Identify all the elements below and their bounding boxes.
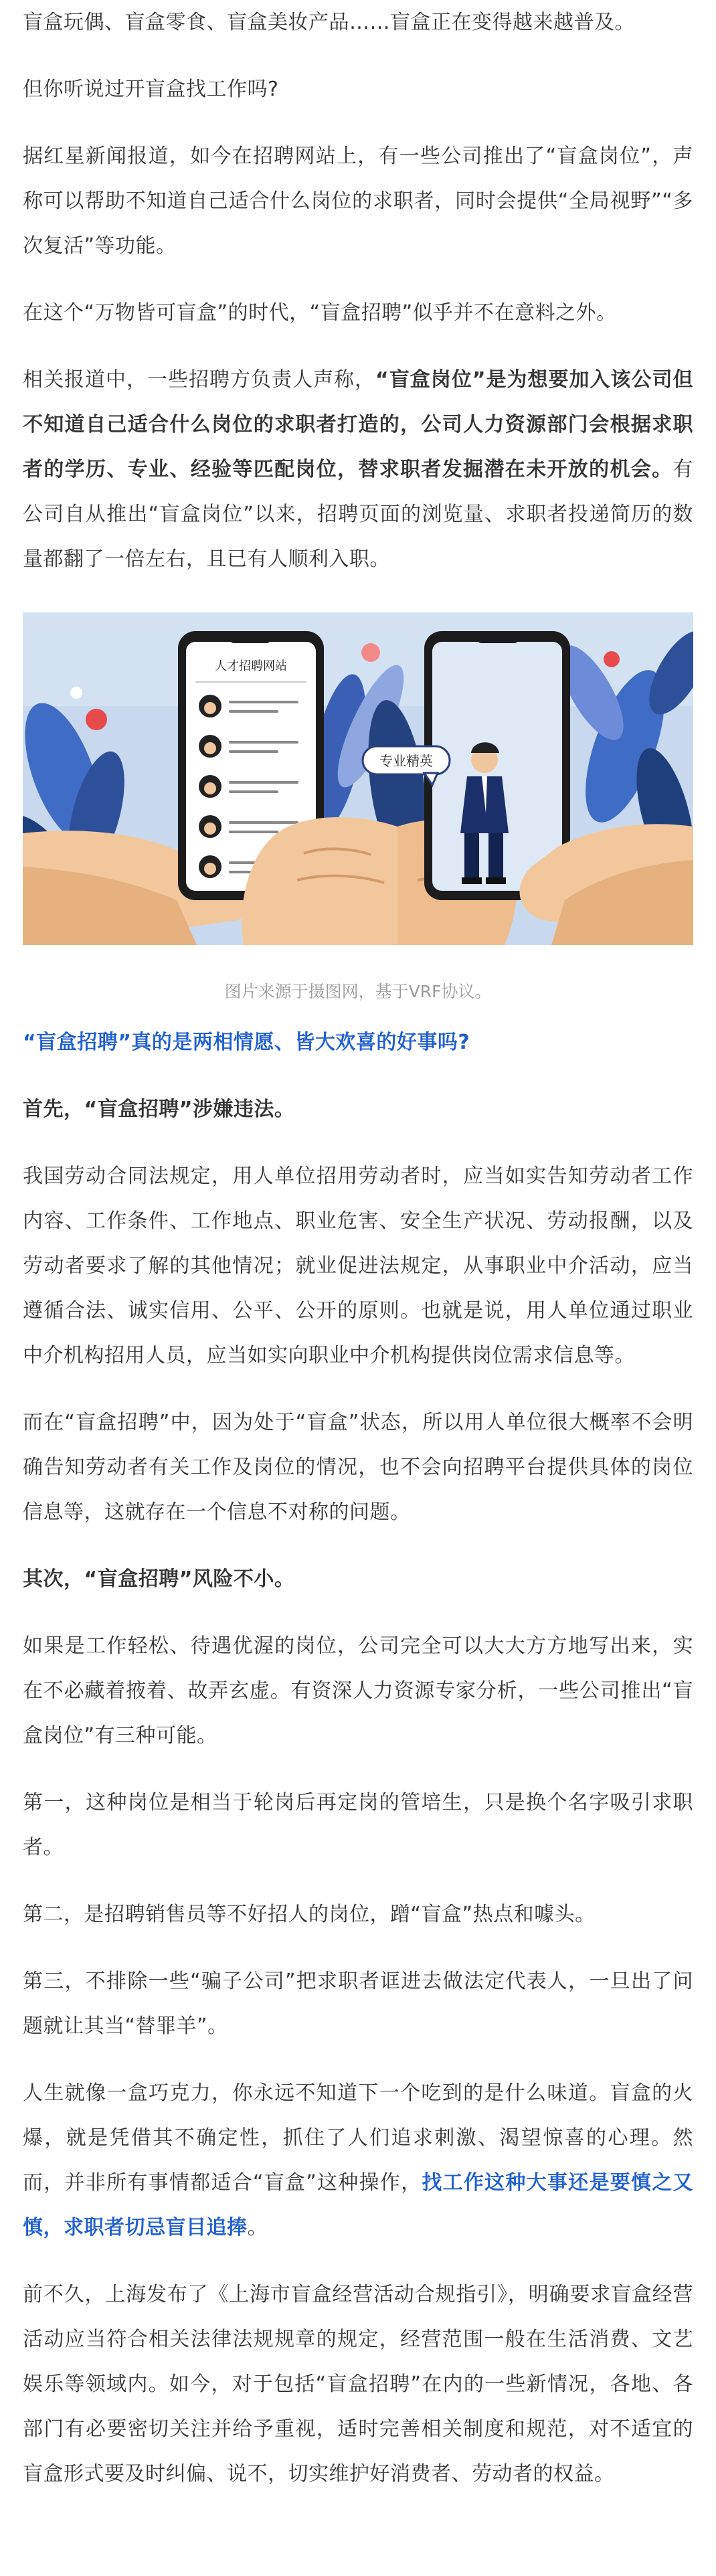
paragraph-14: [23, 2071, 693, 2250]
paragraph-13: 第三，不排除一些“骗子公司”把求职者诓进去做法定代表人，一旦出了问题就让其当“替罪羊”。: [23, 1970, 693, 2038]
paragraph-5-rest: 有公司自从推出“盲盒岗位”以来，招聘页面的浏览量、求职者投递简历的数量都翻了一倍左右，且已有人顺利入职。: [23, 458, 693, 571]
section-heading-first: 首先，“盲盒招聘”涉嫌违法。: [23, 1098, 295, 1121]
paragraph-5-intro: 相关报道中，一些招聘方负责人声称，: [23, 368, 376, 392]
section-heading-second: 其次，“盲盒招聘”风险不小。: [23, 1567, 295, 1591]
paragraph-10: 如果是工作轻松、待遇优渥的岗位，公司完全可以大大方方地写出来，实在不必藏着掖着、故弄玄虚。有资深人力资源专家分析，一些公司推出“盲盒岗位”有三种可能。: [23, 1634, 693, 1747]
paragraph-2: 但你听说过开盲盒找工作吗?: [23, 78, 279, 101]
badge-text: 专业精英: [379, 753, 433, 769]
paragraph-11: 第一，这种岗位是相当于轮岗后再定岗的管培生，只是换个名字吸引求职者。: [23, 1791, 693, 1859]
phone-header-text: 人才招聘网站: [215, 659, 287, 673]
paragraph-3: 据红星新闻报道，如今在招聘网站上，有一些公司推出了“盲盒岗位”，声称可以帮助不知道自己适合什么岗位的求职者，同时会提供“全局视野”“多次复活”等功能。: [23, 145, 693, 258]
paragraph-8: 而在“盲盒招聘”中，因为处于“盲盒”状态，所以用人单位很大概率不会明确告知劳动者有关工作及岗位的情况，也不会向招聘平台提供具体的岗位信息等，这就存在一个信息不对称的问题。: [23, 1411, 693, 1524]
paragraph-14-end: 。: [247, 2216, 268, 2239]
paragraph-5-bold: “盲盒岗位”是为想要加入该公司但不知道自己适合什么岗位的求职者打造的，公司人力资源部门会根据求职者的学历、专业、经验等匹配岗位，替求职者发掘潜在未开放的机会。: [23, 368, 694, 481]
paragraph-4: 在这个“万物皆可盲盒”的时代，“盲盒招聘”似乎并不在意料之外。: [23, 301, 617, 325]
paragraph-1: 盲盒玩偶、盲盒零食、盲盒美妆产品……盲盒正在变得越来越普及。: [23, 11, 635, 34]
image-caption: 图片来源于摄图网，基于VRF协议。: [224, 982, 492, 1001]
paragraph-12: 第二，是招聘销售员等不好招人的岗位，蹭“盲盒”热点和噱头。: [23, 1903, 596, 1926]
article-illustration: [23, 612, 693, 945]
paragraph-14-text: 人生就像一盒巧克力，你永远不知道下一个吃到的是什么味道。盲盒的火爆，就是凭借其不确定性，抓住了人们追求刺激、渴望惊喜的心理。然而，并非所有事情都适合“盲盒”这种操作，: [23, 2081, 693, 2195]
section-heading-question: “盲盒招聘”真的是两相情愿、皆大欢喜的好事吗?: [23, 1031, 470, 1054]
paragraph-14-highlight: 找工作这种大事还是要慎之又慎，求职者切忌盲目追捧: [23, 2171, 693, 2239]
illustration-svg: [23, 612, 693, 945]
paragraph-7: 我国劳动合同法规定，用人单位招用劳动者时，应当如实告知劳动者工作内容、工作条件、工作地点、职业危害、安全生产状况、劳动报酬，以及劳动者要求了解的其他情况；就业促进法规定，从事职业中介活动，应当遵循合法、诚实信用、公平、公开的原则。也就是说，用人单位通过职业中介机构招用人员，应当如实向职业中介机构提供岗位需求信息等。: [23, 1165, 693, 1367]
paragraph-15: 前不久，上海发布了《上海市盲盒经营活动合规指引》，明确要求盲盒经营活动应当符合相关法律法规规章的规定，经营范围一般在生活消费、文艺娱乐等领域内。如今，对于包括“盲盒招聘”在内的一些新情况，各地、各部门有必要密切关注并给予重视，适时完善相关制度和规范，对不适宜的盲盒形式要及时纠偏、说不，切实维护好消费者、劳动者的权益。: [23, 2283, 693, 2486]
paragraph-5: [23, 357, 693, 582]
